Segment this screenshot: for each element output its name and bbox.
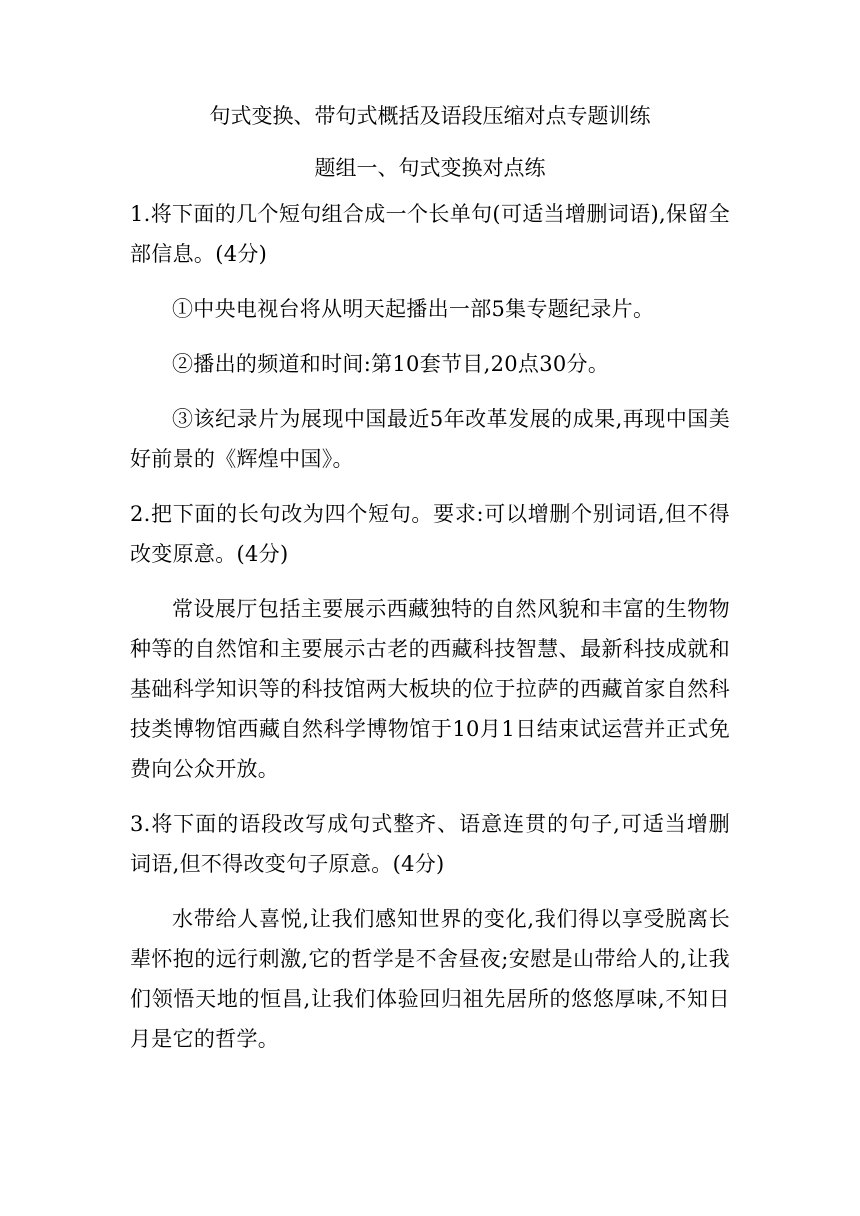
section-title: 题组一、句式变换对点练 xyxy=(314,156,546,180)
document-title: 句式变换、带句式概括及语段压缩对点专题训练 xyxy=(209,104,651,128)
question-3-prompt: 3.将下面的语段改写成句式整齐、语意连贯的句子,可适当增删词语,但不得改变句子原意。(4分) xyxy=(130,812,730,876)
question-3-passage: 水带给人喜悦,让我们感知世界的变化,我们得以享受脱离长辈怀抱的远行刺激,它的哲学是不舍昼夜;安慰是山带给人的,让我们领悟天地的恒昌,让我们体验回归祖先居所的悠悠厚味,不知日月是它的哲学。 xyxy=(130,907,730,1051)
question-2-passage: 常设展厅包括主要展示西藏独特的自然风貌和丰富的生物物种等的自然馆和主要展示古老的西藏科技智慧、最新科技成就和基础科学知识等的科技馆两大板块的位于拉萨的西藏首家自然科技类博物馆西藏自然科学博物馆于10月1日结束试运营并正式免费向公众开放。 xyxy=(130,597,730,781)
document-content xyxy=(130,100,730,1074)
question-2-prompt: 2.把下面的长句改为四个短句。要求:可以增删个别词语,但不得改变原意。(4分) xyxy=(130,502,730,566)
question-1-item-3: ③该纪录片为展现中国最近5年改革发展的成果,再现中国美好前景的《辉煌中国》。 xyxy=(130,407,730,471)
question-1-prompt: 1.将下面的几个短句组合成一个长单句(可适当增删词语),保留全部信息。(4分) xyxy=(130,202,730,266)
question-1-item-1: ①中央电视台将从明天起播出一部5集专题纪录片。 xyxy=(172,297,655,321)
question-1-item-2: ②播出的频道和时间:第10套节目,20点30分。 xyxy=(172,352,610,376)
